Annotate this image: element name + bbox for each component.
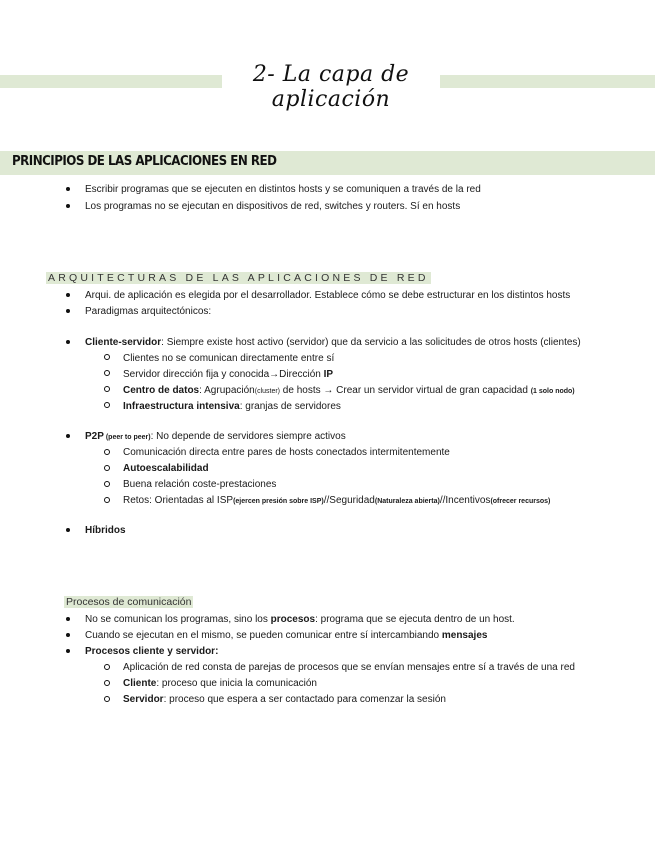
sub-list-item: Cliente: proceso que inicia la comunicación — [123, 678, 317, 689]
term-cliente-servidor: Cliente-servidor — [85, 337, 162, 348]
sub-list-item: Clientes no se comunican directamente entre sí — [123, 353, 335, 364]
list-item: Paradigmas arquitectónicos: — [85, 306, 212, 317]
sub-bullet-icon — [104, 449, 110, 455]
bullet-icon — [66, 633, 70, 637]
list-item: Los programas no se ejecutan en dispositivos de red, switches y routers. Sí en hosts — [85, 201, 461, 212]
sub-list-item: Autoescalabilidad — [123, 463, 209, 474]
section-heading-arquitecturas: ARQUITECTURAS DE LAS APLICACIONES DE RED — [48, 272, 429, 284]
list-item: Arqui. de aplicación es elegida por el desarrollador. Establece cómo se debe estructurar en los distintos hosts — [85, 290, 571, 301]
bullet-icon — [66, 528, 70, 532]
section-heading-principios: PRINCIPIOS DE LAS APLICACIONES EN RED — [12, 153, 277, 169]
list-item: Escribir programas que se ejecuten en distintos hosts y se comuniquen a través de la red — [85, 184, 481, 195]
sub-list-item: Comunicación directa entre pares de hosts conectados intermitentemente — [123, 447, 450, 458]
section-heading-procesos: Procesos de comunicación — [66, 596, 192, 608]
bullet-icon — [66, 309, 70, 313]
sub-bullet-icon — [104, 402, 110, 408]
bullet-icon — [66, 340, 70, 344]
sub-list-item: Servidor dirección fija y conocida→Dirección IP — [123, 369, 334, 380]
bullet-icon — [66, 293, 70, 297]
bullet-icon — [66, 617, 70, 621]
bullet-icon — [66, 204, 70, 208]
list-item: No se comunican los programas, sino los procesos: programa que se ejecuta dentro de un host. — [85, 614, 515, 625]
sub-bullet-icon — [104, 680, 110, 686]
title-bar — [0, 62, 655, 112]
sub-list-item: Servidor: proceso que espera a ser contactado para comenzar la sesión — [123, 694, 446, 705]
list-item-cliente-servidor: Cliente-servidor: Siempre existe host activo (servidor) que da servicio a las solicitudes de otros hosts (clientes) — [85, 337, 581, 348]
sub-list-item: Infraestructura intensiva: granjas de servidores — [123, 401, 341, 412]
sub-list-item: Aplicación de red consta de parejas de procesos que se envían mensajes entre sí a través de una red — [123, 662, 575, 673]
sub-bullet-icon — [104, 497, 110, 503]
bullet-icon — [66, 434, 70, 438]
sub-list-item: Retos: Orientadas al ISP(ejercen presión sobre ISP)//Seguridad(Naturaleza abierta)//Incentivos(ofrecer recursos) — [123, 495, 551, 506]
sub-bullet-icon — [104, 481, 110, 487]
sub-bullet-icon — [104, 696, 110, 702]
sub-bullet-icon — [104, 465, 110, 471]
title-highlight-left — [0, 75, 222, 88]
list-item: Procesos cliente y servidor: — [85, 646, 219, 657]
sub-bullet-icon — [104, 354, 110, 360]
sub-bullet-icon — [104, 664, 110, 670]
document-title: 2- La capa de aplicación — [252, 62, 410, 112]
list-item: Cuando se ejecutan en el mismo, se pueden comunicar entre sí intercambiando mensajes — [85, 630, 488, 641]
list-item-p2p: P2P (peer to peer): No depende de servidores siempre activos — [85, 431, 346, 442]
bullet-icon — [66, 649, 70, 653]
bullet-icon — [66, 187, 70, 191]
sub-list-item: Centro de datos: Agrupación(cluster) de hosts → Crear un servidor virtual de gran capacidad (1 solo nodo) — [123, 385, 575, 396]
list-item-hibridos: Híbridos — [85, 525, 126, 536]
sub-bullet-icon — [104, 386, 110, 392]
sub-bullet-icon — [104, 370, 110, 376]
title-highlight-right — [440, 75, 655, 88]
sub-list-item: Buena relación coste-prestaciones — [123, 479, 277, 490]
